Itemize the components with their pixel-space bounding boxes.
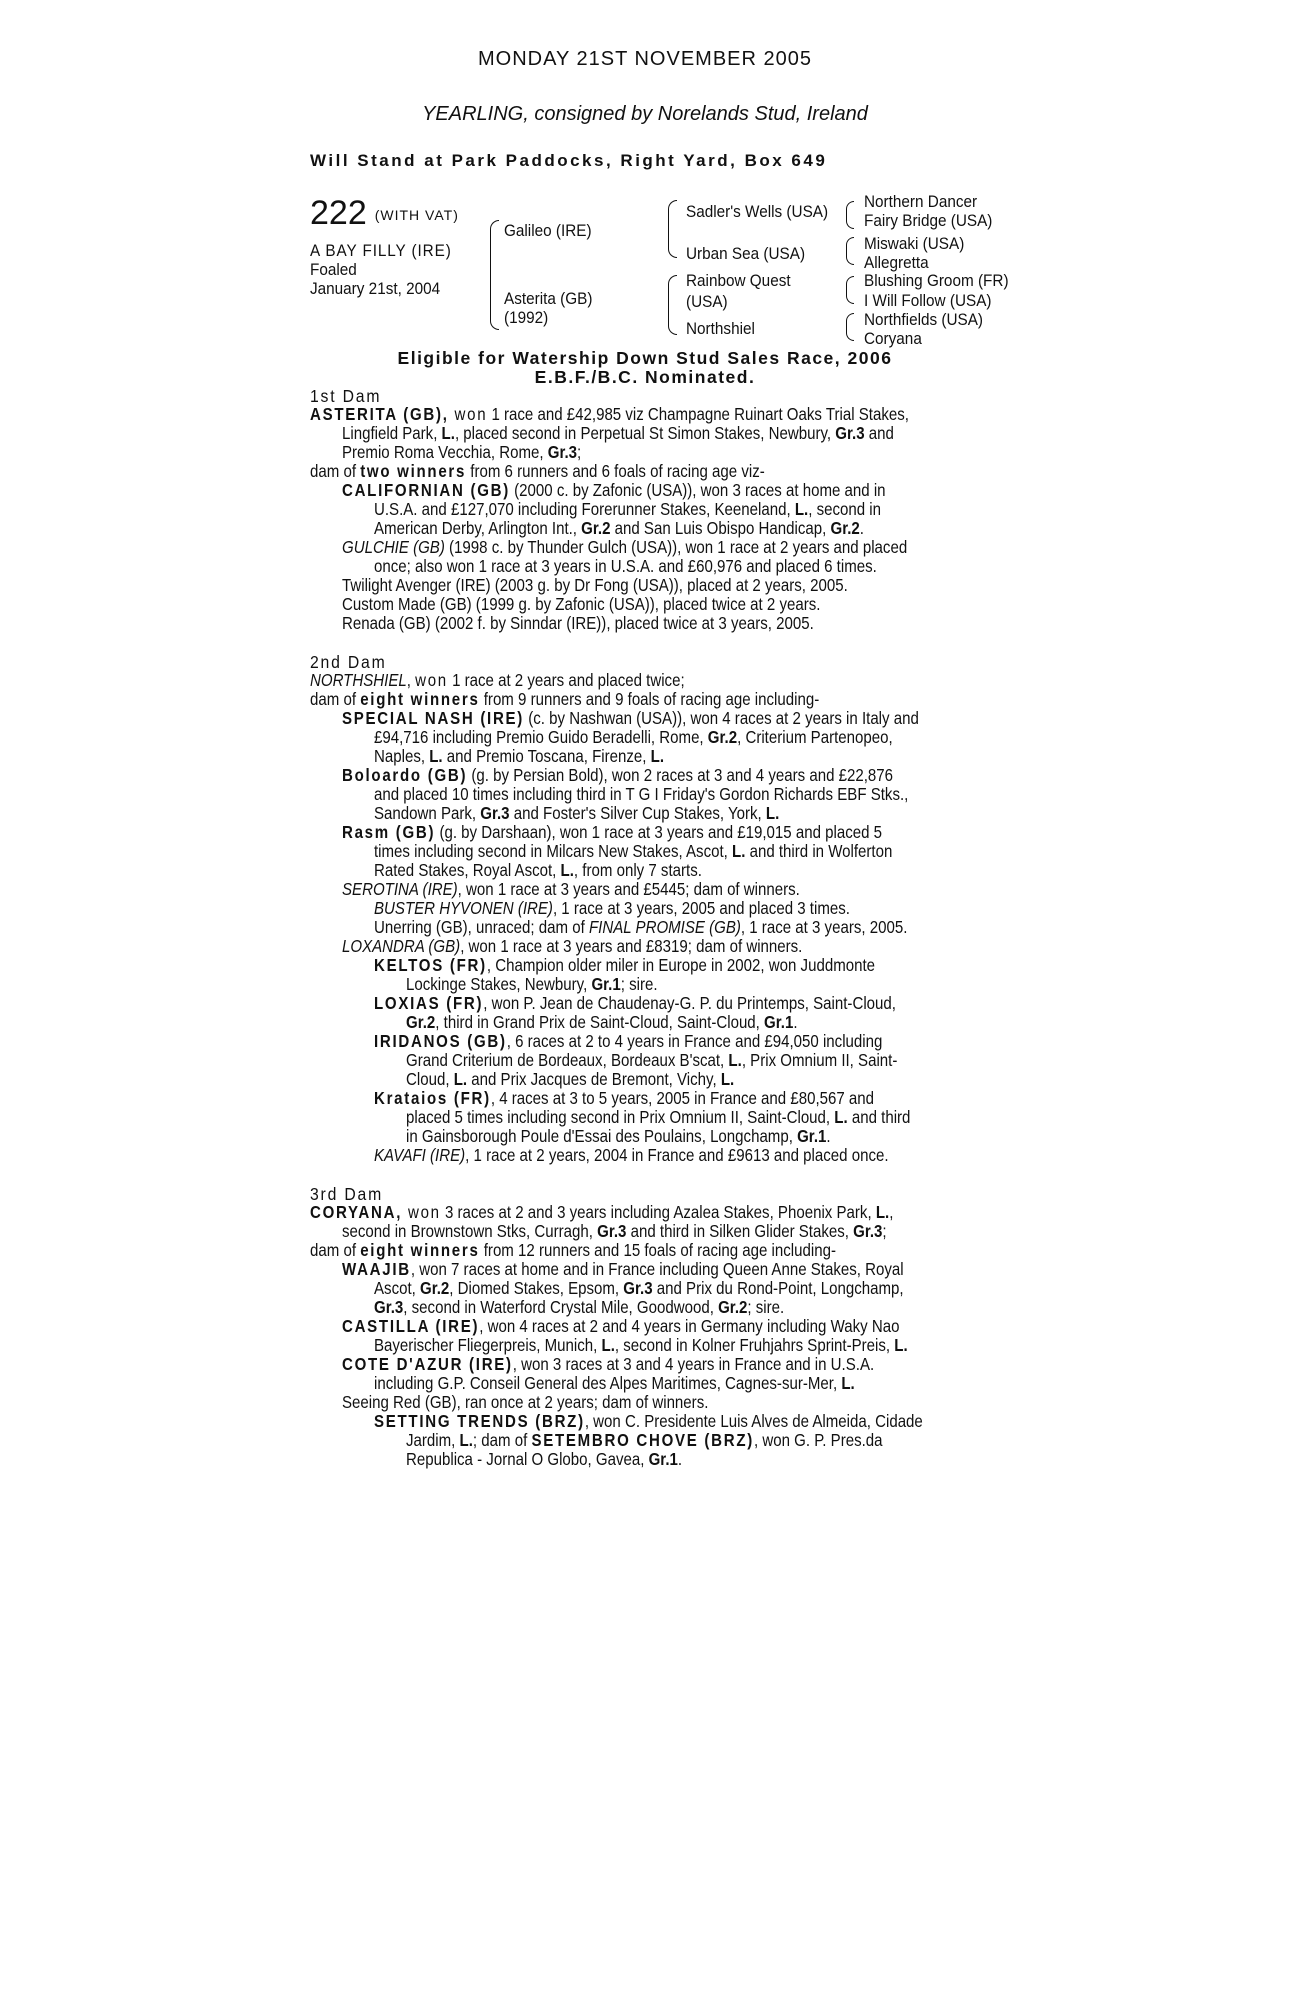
- pedigree-bracket-2a: [668, 200, 677, 258]
- produce-record: and placed 10 times including third in T G I Friday's Gordon Richards EBF Stks.,: [374, 784, 909, 804]
- produce-record: LOXANDRA (GB), won 1 race at 3 years and £8319; dam of winners.: [342, 936, 803, 956]
- produce-record: Custom Made (GB) (1999 g. by Zafonic (USA)), placed twice at 2 years.: [342, 594, 821, 614]
- produce-record: times including second in Milcars New Stakes, Ascot, L. and third in Wolferton: [374, 841, 893, 861]
- pedigree-ggs-1: Northern Dancer: [864, 192, 978, 211]
- produce-record: Bayerischer Fliegerpreis, Munich, L., second in Kolner Fruhjahrs Sprint-Preis, L.: [374, 1335, 908, 1355]
- lot-number: 222: [310, 194, 367, 232]
- foaled-label: Foaled: [310, 260, 357, 279]
- produce-record: including G.P. Conseil General des Alpes Maritimes, Cagnes-sur-Mer, L.: [374, 1373, 855, 1393]
- produce-record: SPECIAL NASH (IRE) (c. by Nashwan (USA)), won 4 races at 2 years in Italy and: [342, 708, 919, 728]
- produce-record: American Derby, Arlington Int., Gr.2 and San Luis Obispo Handicap, Gr.2.: [374, 518, 864, 538]
- eligibility-line-1: Eligible for Watership Down Stud Sales Race, 2006: [397, 348, 893, 368]
- second-dam-line: NORTHSHIEL, won 1 race at 2 years and placed twice;: [310, 670, 685, 690]
- produce-record: Jardim, L.; dam of SETEMBRO CHOVE (BRZ), won G. P. Pres.da: [406, 1430, 883, 1450]
- lot-name: A BAY FILLY (IRE): [310, 241, 452, 260]
- lot-number-row: [310, 194, 459, 233]
- produce-record: Krataios (FR), 4 races at 3 to 5 years, 2005 in France and £80,567 and: [374, 1088, 875, 1108]
- produce-record: Naples, L. and Premio Toscana, Firenze, L.: [374, 746, 665, 766]
- pedigree-dam-dam: Northshiel: [686, 319, 755, 338]
- foaled-date: January 21st, 2004: [310, 279, 441, 298]
- pedigree-bracket-2b: [668, 275, 677, 335]
- produce-record: Cloud, L. and Prix Jacques de Bremont, Vichy, L.: [406, 1069, 735, 1089]
- pedigree-dam-year: (1992): [504, 308, 549, 327]
- pedigree-dam-sire-2: (USA): [686, 292, 728, 311]
- pedigree-ggd-1: Fairy Bridge (USA): [864, 211, 993, 230]
- pedigree-ggd-2: Allegretta: [864, 253, 929, 272]
- produce-record: Gr.2, third in Grand Prix de Saint-Cloud, Saint-Cloud, Gr.1.: [406, 1012, 798, 1032]
- pedigree-dam: Asterita (GB): [504, 289, 593, 308]
- produce-record: CALIFORNIAN (GB) (2000 c. by Zafonic (USA)), won 3 races at home and in: [342, 480, 886, 500]
- pedigree-sire-dam: Urban Sea (USA): [686, 244, 806, 263]
- produce-record: COTE D'AZUR (IRE), won 3 races at 3 and 4 years in France and in U.S.A.: [342, 1354, 875, 1374]
- first-dam-heading: 1st Dam: [310, 386, 382, 406]
- pedigree-ggs-3: Blushing Groom (FR): [864, 271, 1009, 290]
- produce-record: Unerring (GB), unraced; dam of FINAL PROMISE (GB), 1 race at 3 years, 2005.: [374, 917, 908, 937]
- sale-date: MONDAY 21ST NOVEMBER 2005: [477, 48, 812, 70]
- third-dam-heading: 3rd Dam: [310, 1184, 383, 1204]
- second-dam-heading: 2nd Dam: [310, 652, 387, 672]
- produce-record: once; also won 1 race at 3 years in U.S.A. and £60,976 and placed 6 times.: [374, 556, 877, 576]
- produce-record: Ascot, Gr.2, Diomed Stakes, Epsom, Gr.3 and Prix du Rond-Point, Longchamp,: [374, 1278, 904, 1298]
- first-dam-line: dam of two winners from 6 runners and 6 foals of racing age viz-: [310, 461, 765, 481]
- eligibility-line-2: E.B.F./B.C. Nominated.: [534, 367, 756, 387]
- pedigree-ggd-4: Coryana: [864, 329, 922, 348]
- third-dam-line: dam of eight winners from 12 runners and 15 foals of racing age including-: [310, 1240, 836, 1260]
- pedigree-ggs-2: Miswaki (USA): [864, 234, 965, 253]
- pedigree-ggs-4: Northfields (USA): [864, 310, 984, 329]
- produce-record: U.S.A. and £127,070 including Forerunner Stakes, Keeneland, L., second in: [374, 499, 882, 519]
- produce-record: SEROTINA (IRE), won 1 race at 3 years and £5445; dam of winners.: [342, 879, 800, 899]
- produce-record: SETTING TRENDS (BRZ), won C. Presidente Luis Alves de Almeida, Cidade: [374, 1411, 923, 1431]
- produce-record: WAAJIB, won 7 races at home and in France including Queen Anne Stakes, Royal: [342, 1259, 904, 1279]
- produce-record: Lockinge Stakes, Newbury, Gr.1; sire.: [406, 974, 658, 994]
- pedigree-sire: Galileo (IRE): [504, 221, 592, 240]
- produce-record: Sandown Park, Gr.3 and Foster's Silver Cup Stakes, York, L.: [374, 803, 780, 823]
- produce-record: KAVAFI (IRE), 1 race at 2 years, 2004 in France and £9613 and placed once.: [374, 1145, 889, 1165]
- produce-record: Rated Stakes, Royal Ascot, L., from only 7 starts.: [374, 860, 702, 880]
- pedigree-ggd-3: I Will Follow (USA): [864, 291, 992, 310]
- produce-record: IRIDANOS (GB), 6 races at 2 to 4 years in France and £94,050 including: [374, 1031, 883, 1051]
- first-dam-line: ASTERITA (GB), won 1 race and £42,985 viz Champagne Ruinart Oaks Trial Stakes,: [310, 404, 909, 424]
- produce-record: CASTILLA (IRE), won 4 races at 2 and 4 years in Germany including Waky Nao: [342, 1316, 900, 1336]
- pedigree-dam-sire: Rainbow Quest: [686, 271, 791, 290]
- produce-record: placed 5 times including second in Prix Omnium II, Saint-Cloud, L. and third: [406, 1107, 911, 1127]
- third-dam-line: CORYANA, won 3 races at 2 and 3 years including Azalea Stakes, Phoenix Park, L.,: [310, 1202, 894, 1222]
- produce-record: LOXIAS (FR), won P. Jean de Chaudenay-G. P. du Printemps, Saint-Cloud,: [374, 993, 896, 1013]
- pedigree-bracket-3b: [846, 237, 854, 265]
- pedigree-sire-sire: Sadler's Wells (USA): [686, 202, 829, 221]
- pedigree-bracket-3a: [846, 201, 854, 229]
- produce-record: KELTOS (FR), Champion older miler in Europe in 2002, won Juddmonte: [374, 955, 876, 975]
- produce-record: Republica - Jornal O Globo, Gavea, Gr.1.: [406, 1449, 683, 1469]
- first-dam-line: Premio Roma Vecchia, Rome, Gr.3;: [342, 442, 582, 462]
- first-dam-line: Lingfield Park, L., placed second in Perpetual St Simon Stakes, Newbury, Gr.3 and: [342, 423, 894, 443]
- second-dam-line: dam of eight winners from 9 runners and 9 foals of racing age including-: [310, 689, 820, 709]
- third-dam-line: second in Brownstown Stks, Curragh, Gr.3 and third in Silken Glider Stakes, Gr.3;: [342, 1221, 887, 1241]
- produce-record: Gr.3, second in Waterford Crystal Mile, Goodwood, Gr.2; sire.: [374, 1297, 785, 1317]
- pedigree-bracket-3c: [846, 276, 854, 304]
- produce-record: Grand Criterium de Bordeaux, Bordeaux B'scat, L., Prix Omnium II, Saint-: [406, 1050, 898, 1070]
- produce-record: Rasm (GB) (g. by Darshaan), won 1 race at 3 years and £19,015 and placed 5: [342, 822, 883, 842]
- produce-record: GULCHIE (GB) (1998 c. by Thunder Gulch (USA)), won 1 race at 2 years and placed: [342, 537, 908, 557]
- pedigree-bracket-3d: [846, 313, 854, 341]
- pedigree-bracket-1: [490, 220, 499, 330]
- produce-record: Renada (GB) (2002 f. by Sinndar (IRE)), placed twice at 3 years, 2005.: [342, 613, 814, 633]
- produce-record: Boloardo (GB) (g. by Persian Bold), won 2 races at 3 and 4 years and £22,876: [342, 765, 894, 785]
- produce-record: Twilight Avenger (IRE) (2003 g. by Dr Fong (USA)), placed at 2 years, 2005.: [342, 575, 848, 595]
- produce-record: in Gainsborough Poule d'Essai des Poulains, Longchamp, Gr.1.: [406, 1126, 831, 1146]
- stand-location: Will Stand at Park Paddocks, Right Yard, Box 649: [310, 151, 828, 170]
- produce-record: BUSTER HYVONEN (IRE), 1 race at 3 years, 2005 and placed 3 times.: [374, 898, 850, 918]
- consignment-line: YEARLING, consigned by Norelands Stud, Ireland: [422, 103, 868, 125]
- vat-note: (WITH VAT): [374, 207, 459, 223]
- produce-record: Seeing Red (GB), ran once at 2 years; dam of winners.: [342, 1392, 709, 1412]
- produce-record: £94,716 including Premio Guido Beradelli, Rome, Gr.2, Criterium Partenopeo,: [374, 727, 893, 747]
